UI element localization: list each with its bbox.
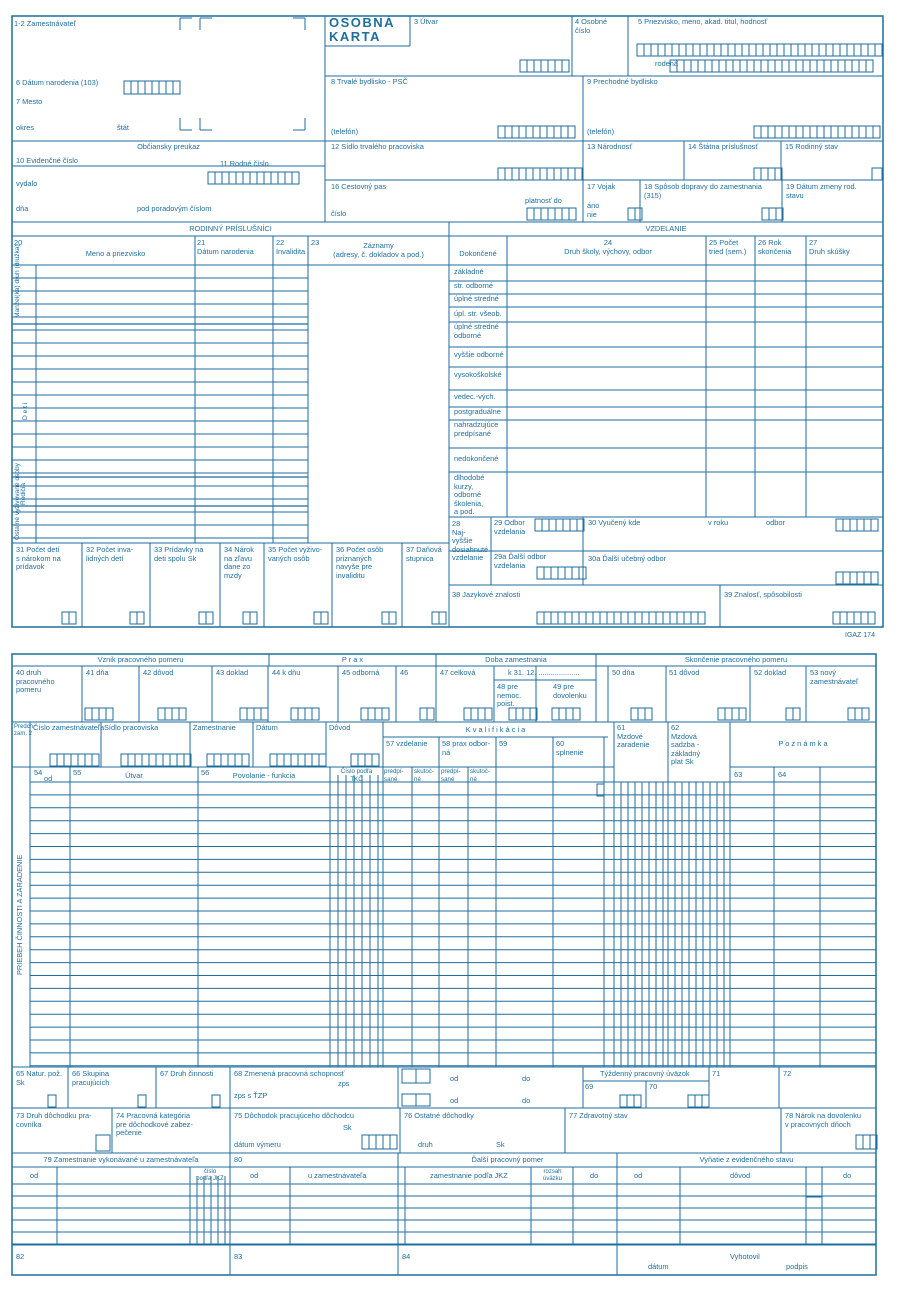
field-label: od bbox=[44, 774, 53, 783]
field-box bbox=[597, 784, 604, 796]
field-label: od bbox=[250, 1171, 259, 1180]
field-label: 61 Mzdové zaradenie bbox=[617, 723, 650, 750]
field-label: 5 Priezvisko, meno, akad. titul, hodnosť bbox=[638, 17, 768, 26]
field-label: Meno a priezvisko bbox=[85, 249, 146, 258]
field-label: 24 Druh školy, výchovy, odbor bbox=[564, 238, 652, 256]
education-level-label: nedokončené bbox=[454, 454, 499, 463]
field-label: Zamestnanie bbox=[193, 723, 236, 732]
field-label: 6 Dátum narodenia (103) bbox=[16, 78, 99, 87]
field-label: 36 Počet osôb priznaných navyše pre invaliditu bbox=[336, 545, 384, 580]
field-label: 45 odborná bbox=[342, 668, 380, 677]
field-label: 76 Ostatné dôchodky bbox=[404, 1111, 474, 1120]
field-label: (telefón) bbox=[587, 127, 615, 136]
form-title: OSOBNÁ KARTA bbox=[329, 15, 396, 44]
field-label: 3 Útvar bbox=[414, 17, 438, 26]
field-label: 13 Národnosť bbox=[587, 142, 633, 151]
field-label: 74 Pracovná kategória pre dôchodkové zabez- pečenie bbox=[116, 1111, 193, 1138]
family-group-label: Rodičia bbox=[20, 483, 27, 505]
field-label: 66 Skupina pracujúcich bbox=[72, 1069, 110, 1087]
field-box bbox=[212, 1095, 220, 1107]
field-box bbox=[138, 1095, 146, 1107]
field-label: podpis bbox=[786, 1262, 808, 1271]
field-label: P r a x bbox=[341, 655, 364, 664]
field-label: Vznik pracovného pomeru bbox=[97, 655, 184, 664]
field-label: Týždenný pracovný úväzok bbox=[600, 1069, 690, 1078]
field-box bbox=[856, 1135, 877, 1149]
field-box bbox=[631, 708, 652, 720]
field-label: áno bbox=[587, 201, 600, 210]
field-label: Vyhotovil bbox=[730, 1252, 760, 1261]
field-label: predpí- sané bbox=[441, 768, 461, 783]
field-label: Predch. zam. 2 bbox=[14, 724, 35, 738]
field-label: Dôvod bbox=[329, 723, 351, 732]
field-label: 9 Prechodné bydlisko bbox=[587, 77, 658, 86]
field-label: 33 Prídavky na deti spolu Sk bbox=[154, 545, 204, 563]
field-label: 26 Rok skončenia bbox=[758, 238, 792, 256]
field-label: k 31. 12. .................... bbox=[508, 668, 580, 677]
field-label: 83 bbox=[234, 1252, 243, 1261]
field-label: od bbox=[450, 1096, 459, 1105]
field-label: v roku bbox=[708, 518, 729, 527]
field-label: 68 Zmenená pracovná schopnosť bbox=[234, 1069, 345, 1078]
field-label: druh bbox=[418, 1140, 433, 1149]
field-label: 77 Zdravotný stav bbox=[569, 1111, 628, 1120]
field-label: 50 dňa bbox=[612, 668, 635, 677]
field-label: platnosť do bbox=[525, 196, 562, 205]
field-label: 18 Spôsob dopravy do zamestnania (315) bbox=[644, 182, 762, 200]
field-label: 25 Počet tried (sem.) bbox=[709, 238, 747, 256]
field-label: 73 Druh dôchodku pra- covníka bbox=[16, 1111, 92, 1129]
field-label: do bbox=[522, 1074, 531, 1083]
field-label: číslo podľa JKZ bbox=[196, 1169, 224, 1183]
field-label: 17 Vojak bbox=[587, 182, 616, 191]
field-label: 42 dôvod bbox=[143, 668, 174, 677]
field-label: 47 celková bbox=[440, 668, 476, 677]
field-label: 82 bbox=[16, 1252, 25, 1261]
education-level-label: vyššie odborné bbox=[454, 350, 504, 359]
field-label: 38 Jazykové znalosti bbox=[452, 590, 521, 599]
field-label: 84 bbox=[402, 1252, 411, 1261]
field-label: K v a l i f i k á c i a bbox=[465, 725, 526, 734]
field-box bbox=[688, 1095, 709, 1107]
field-label: 30a Ďalší učebný odbor bbox=[588, 554, 667, 563]
field-label: 59 bbox=[499, 739, 508, 748]
field-label: do bbox=[522, 1096, 531, 1105]
section-family: RODINNÝ PRÍSLUŠNÍCI bbox=[189, 224, 272, 233]
field-label: 10 Evidenčné číslo bbox=[16, 156, 79, 165]
field-label: 64 bbox=[778, 770, 787, 779]
field-label: 44 k dňu bbox=[272, 668, 301, 677]
education-level-label: základné bbox=[454, 267, 484, 276]
field-label: 60 splnenie bbox=[556, 739, 584, 757]
field-label: 62 Mzdová sadzba - základný plat Sk bbox=[671, 723, 701, 767]
field-box bbox=[498, 126, 575, 138]
field-label: 32 Počet inva- lidných detí bbox=[86, 545, 134, 563]
field-label: zamestnanie podľa JKZ bbox=[430, 1171, 508, 1180]
field-label: Povolanie - funkcia bbox=[232, 771, 296, 780]
field-label: 39 Znalosť, spôsobilosti bbox=[724, 590, 802, 599]
field-label: zps bbox=[338, 1079, 350, 1088]
field-label: do bbox=[590, 1171, 599, 1180]
education-level-label: dlhodobé kurzy, odborné školenia, a pod. bbox=[454, 473, 485, 517]
field-label: Dokončené bbox=[459, 249, 497, 258]
education-level-label: str. odborné bbox=[454, 281, 494, 290]
activity-section-label: PRIEBEH ČINNOSTI A ZARADENIE bbox=[15, 854, 24, 975]
field-label: 12 Sídlo trvalého pracoviska bbox=[331, 142, 424, 151]
field-label: P o z n á m k a bbox=[778, 739, 828, 748]
field-label: 57 vzdelanie bbox=[386, 739, 428, 748]
field-label: do bbox=[843, 1171, 852, 1180]
field-label: rozsah úväzku bbox=[542, 1169, 562, 1183]
field-label: 55 bbox=[73, 768, 82, 777]
field-label: 67 Druh činnosti bbox=[160, 1069, 214, 1078]
field-box bbox=[362, 1135, 397, 1149]
field-label: 48 pre nemoc. poist. bbox=[497, 682, 522, 709]
field-label: 71 bbox=[712, 1069, 721, 1078]
field-label: 43 doklad bbox=[216, 668, 249, 677]
field-label: Dátum bbox=[256, 723, 278, 732]
field-box bbox=[620, 1095, 641, 1107]
field-label: 78 Nárok na dovolenku v pracovných dňoch bbox=[785, 1111, 862, 1129]
field-label: dátum výmeru bbox=[234, 1140, 281, 1149]
field-label: zps s ŤZP bbox=[234, 1091, 268, 1100]
field-label: Číslo podľa TKČ bbox=[340, 768, 373, 783]
field-label: Číslo zamestnávateľa bbox=[33, 723, 105, 732]
field-label: 22 Invalidita bbox=[276, 238, 306, 256]
education-level-label: úplné stredné bbox=[454, 294, 499, 303]
field-label: Skončenie pracovného pomeru bbox=[684, 655, 788, 664]
education-level-label: nahradzujúce predpísané bbox=[454, 420, 499, 438]
education-level-label: vysokoškolské bbox=[454, 370, 502, 379]
field-label: 79 Zamestnanie vykonávané u zamestnávateľa bbox=[43, 1155, 199, 1164]
field-label: číslo bbox=[331, 209, 347, 218]
field-box bbox=[670, 60, 873, 72]
family-group-label: Manžel(ka) druh (družka) bbox=[14, 244, 21, 318]
field-label: Občiansky preukaz bbox=[137, 142, 200, 151]
field-label: 7 Mesto bbox=[16, 97, 43, 106]
field-label: Sk bbox=[343, 1123, 352, 1132]
field-label: dôvod bbox=[730, 1171, 751, 1180]
field-box bbox=[48, 1095, 56, 1107]
field-label: 75 Dôchodok pracujúceho dôchodcu bbox=[234, 1111, 354, 1120]
field-label: 19 Dátum zmeny rod. stavu bbox=[786, 182, 857, 200]
field-label: 27 Druh skúšky bbox=[809, 238, 850, 256]
field-label: Ďalší pracovný pomer bbox=[471, 1155, 544, 1164]
field-label: 56 bbox=[201, 768, 210, 777]
field-label: odbor bbox=[766, 518, 785, 527]
field-label: Doba zamestnania bbox=[485, 655, 547, 664]
field-label: 4 Osobné číslo bbox=[575, 17, 608, 35]
field-label: Útvar bbox=[125, 771, 143, 780]
field-label: skutoč- né bbox=[470, 768, 490, 783]
field-label: 41 dňa bbox=[86, 668, 109, 677]
field-label: 20 bbox=[14, 238, 23, 247]
field-label: Sídlo pracoviska bbox=[104, 723, 159, 732]
field-label: skutoč- né bbox=[414, 768, 434, 783]
field-label: 21 Dátum narodenia bbox=[197, 238, 254, 256]
field-label: Záznamy (adresy, č. dokladov a pod.) bbox=[333, 241, 424, 259]
field-label: od bbox=[450, 1074, 459, 1083]
field-label: 15 Rodinný stav bbox=[785, 142, 838, 151]
field-label: 72 bbox=[783, 1069, 792, 1078]
field-label: okres bbox=[16, 123, 35, 132]
form-code: IGAZ 174 bbox=[845, 632, 875, 639]
field-label: 49 pre dovolenku bbox=[553, 682, 587, 700]
field-label: 70 bbox=[649, 1082, 658, 1091]
field-label: 63 bbox=[734, 770, 743, 779]
field-label: 1-2 Zamestnávateľ bbox=[14, 19, 76, 28]
field-label: 52 doklad bbox=[754, 668, 787, 677]
family-group-label: D e t i bbox=[22, 402, 29, 420]
field-label: 16 Cestovný pas bbox=[331, 182, 387, 191]
field-label: dátum bbox=[648, 1262, 669, 1271]
field-label: 80 bbox=[234, 1155, 243, 1164]
field-label: od bbox=[30, 1171, 39, 1180]
field-label: vydalo bbox=[16, 179, 38, 188]
field-label: 28 Naj- vyššie dosiahnuté vzdelanie bbox=[452, 519, 489, 563]
field-label: 8 Trvalé bydlisko - PSČ bbox=[331, 77, 408, 86]
field-label: 35 Počet vyživo- vaných osôb bbox=[268, 545, 323, 563]
field-label: predpí- sané bbox=[384, 768, 404, 783]
field-label: nie bbox=[587, 210, 597, 219]
field-label: 37 Daňová stupnica bbox=[406, 545, 442, 563]
field-label: 11 Rodné číslo bbox=[220, 159, 269, 168]
field-label: 14 Štátna príslušnosť bbox=[688, 142, 759, 151]
education-level-label: vedec.-vých. bbox=[454, 392, 496, 401]
field-label: rodená bbox=[655, 59, 679, 68]
field-label: štát bbox=[117, 123, 129, 132]
section-education: VZDELANIE bbox=[645, 224, 687, 233]
field-label: 23 bbox=[311, 238, 320, 247]
field-box bbox=[872, 168, 882, 180]
field-label: 65 Natur. pož. Sk bbox=[16, 1069, 63, 1087]
education-level-label: postgraduálne bbox=[454, 407, 501, 416]
field-label: 53 nový zamestnávateľ bbox=[810, 668, 859, 686]
field-label: 34 Nárok na zľavu dane zo mzdy bbox=[224, 545, 254, 580]
education-level-label: úpl. str. všeob. bbox=[454, 309, 502, 318]
field-label: 46 bbox=[400, 668, 409, 677]
field-box bbox=[848, 708, 869, 720]
field-label: 51 dôvod bbox=[669, 668, 700, 677]
field-box bbox=[637, 44, 882, 56]
field-label: 40 druh pracovného pomeru bbox=[16, 668, 55, 695]
field-label: 31 Počet detí s nárokom na prídavok bbox=[16, 545, 61, 572]
field-box bbox=[806, 1184, 822, 1197]
field-label: 30 Vyučený kde bbox=[588, 518, 641, 527]
field-label: 29 Odbor vzdelania bbox=[494, 518, 526, 536]
field-box bbox=[762, 208, 783, 220]
field-label: 58 prax odbor- ná bbox=[442, 739, 491, 757]
field-box bbox=[96, 1135, 110, 1151]
field-label: pod poradovým číslom bbox=[137, 204, 212, 213]
field-label: 69 bbox=[585, 1082, 594, 1091]
field-label: 29a Ďalší odbor vzdelania bbox=[494, 552, 547, 570]
field-label: 54 bbox=[34, 768, 43, 777]
field-label: Vyňatie z evidenčného stavu bbox=[699, 1155, 794, 1164]
field-label: (telefón) bbox=[331, 127, 359, 136]
family-group-label: Ostatné vyživované osoby bbox=[14, 463, 21, 540]
field-label: u zamestnávateľa bbox=[308, 1171, 367, 1180]
field-label: Sk bbox=[496, 1140, 505, 1149]
field-label: od bbox=[634, 1171, 643, 1180]
education-level-label: úplné stredné odborné bbox=[454, 322, 499, 340]
field-label: dňa bbox=[16, 204, 29, 213]
